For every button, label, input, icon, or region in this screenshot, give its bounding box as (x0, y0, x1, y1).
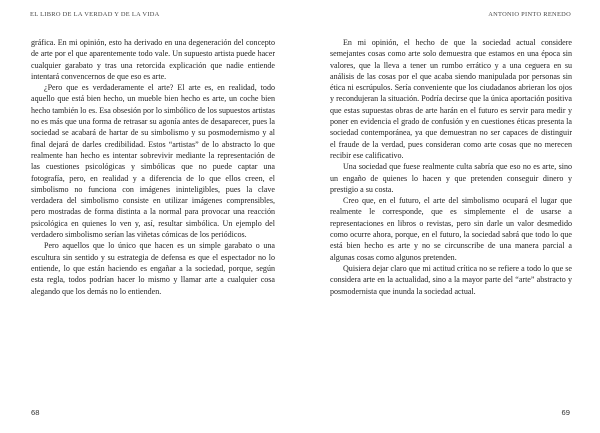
paragraph: Pero aquellos que lo único que hacen es un simple garabato o una escultura sin sentido y su estrategia de defensa es que el espectador no lo entiende, lo que están haciendo es engañar a la sociedad, porque, según esta regla, todos podrían hacer lo mismo y llamar arte a cualquier cosa alegando que los demás no lo entienden. (31, 241, 275, 296)
left-page-body (31, 37, 275, 297)
right-page-body (330, 37, 572, 297)
running-head-left: EL LIBRO DE LA VERDAD Y DE LA VIDA (30, 11, 160, 18)
running-head-right: ANTONIO PINTO RENEDO (488, 11, 571, 18)
paragraph: ¿Pero que es verdaderamente el arte? El arte es, en realidad, todo aquello que está bien hecho, un mueble bien hecho es arte, un coche bien hecho también lo es. Esa obsesión por lo simbólico de los supuestos artistas no es más que una forma de retrasar su agonía antes de desaparecer, pues la sociedad se acabará de hartar de su simbolismo y su posmodernismo y al final dejará de darles credibilidad. Estos “artistas” de lo abstracto lo que realmente han hecho es intentar sobrevivir mediante la representación de las cuestiones psicológicas y simbólicas que no puede captar una fotografía, pero, en realidad y a diferencia de lo que ellos creen, el simbolismo no funciona con imágenes ininteligibles, pues la clave verdadera del simbolismo consiste en utilizar imágenes comprensibles, pero mostradas de forma distinta a la normal para provocar una reacción psicológica en quienes lo ven y, así, resultar simbólica. Un ejemplo del verdadero simbolismo serían las viñetas cómicas de los periódicos. (31, 83, 275, 240)
paragraph: gráfica. En mi opinión, esto ha derivado en una degeneración del concepto de arte por el que aparentemente todo vale. Un supuesto artista puede hacer cualquier garabato y tras una retorcida explicación que nadie entiende intentará convencernos de que eso es arte. (31, 38, 275, 81)
paragraph: Una sociedad que fuese realmente culta sabría que eso no es arte, sino un engaño de quienes lo hacen y que pretenden conseguir dinero y prestigio a su costa. (330, 162, 572, 194)
page-number-left: 68 (31, 408, 40, 417)
page-number-right: 69 (561, 408, 570, 417)
paragraph: Quisiera dejar claro que mi actitud crítica no se refiere a todo lo que se considera arte en la actualidad, sino a la mayor parte del “arte” abstracto y posmodernista que inunda la sociedad actual. (330, 263, 572, 296)
right-page (300, 0, 600, 433)
paragraph: En mi opinión, el hecho de que la sociedad actual considere semejantes cosas como arte solo demuestra que estamos en una época sin valores, que la lleva a tener un rumbo errático y a una ceguera en su análisis de las cosas por el que acaba siendo manipulada por personas sin ética ni escrúpulos. Sería conveniente que los ciudadanos abrieran los ojos y recondujeran la situación. Podría decirse que la única aportación positiva que estas supuestas obras de arte harán en el futuro es servir para medir y poner en evidencia el grado de confusión y en cuestiones éticas presenta la sociedad contemporánea, ya que demuestran no ser capaces de distinguir el fraude de la verdad, pues consideran como arte cosas que no merecen recibir ese calificativo. (330, 38, 572, 160)
paragraph: Creo que, en el futuro, el arte del simbolismo ocupará el lugar que realmente le corresponde, que es simplemente el de usarse a representaciones en libros o revistas, pero sin darle un valor desmedido como ocurre ahora, porque, en el futuro, la sociedad sabrá que todo lo que está bien hecho es arte y no se circunscribe de una manera parcial a algunas cosas como algunos pretenden. (330, 196, 572, 262)
